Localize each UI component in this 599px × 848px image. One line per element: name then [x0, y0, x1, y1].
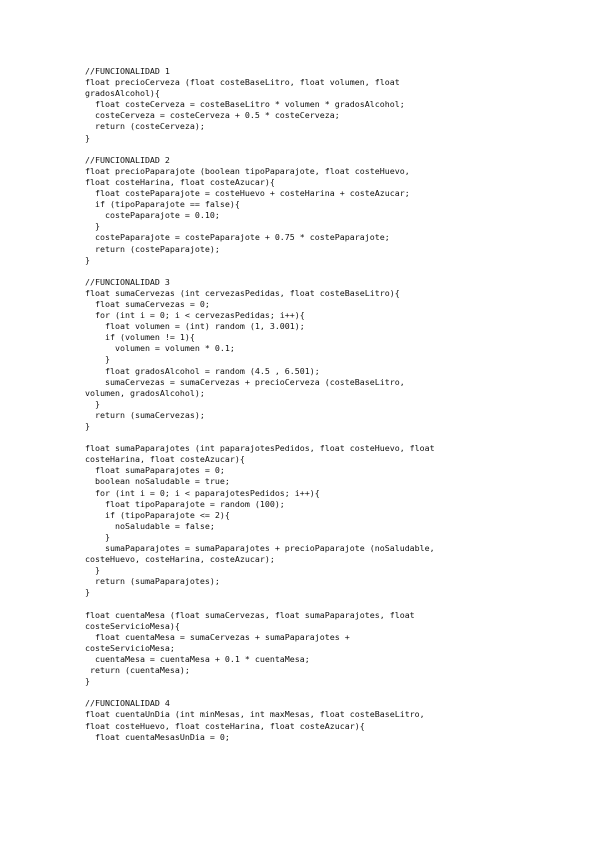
code-line: float precioPaparajote (boolean tipoPaparajote, float costeHuevo, — [85, 165, 410, 176]
code-line — [85, 144, 525, 155]
code-line: cuentaMesa = cuentaMesa + 0.1 * cuentaMesa; — [85, 653, 310, 664]
code-line: float sumaCervezas = 0; — [85, 298, 210, 309]
code-line: //FUNCIONALIDAD 4 — [85, 698, 170, 709]
code-line: float cuentaUnDia (int minMesas, int maxMesas, float costeBaseLitro, — [85, 709, 425, 720]
code-line: return (sumaCervezas); — [85, 409, 205, 420]
code-line — [85, 687, 525, 698]
code-line: boolean noSaludable = true; — [85, 476, 230, 487]
code-line: //FUNCIONALIDAD 3 — [85, 276, 170, 287]
code-line: } — [85, 398, 100, 409]
code-line: float costeHuevo, float costeHarina, float costeAzucar){ — [85, 720, 365, 731]
code-line — [85, 266, 525, 277]
code-line: costeCerveza = costeCerveza + 0.5 * costeCerveza; — [85, 110, 340, 121]
code-line: } — [85, 565, 100, 576]
code-line: float cuentaMesa (float sumaCervezas, float sumaPaparajotes, float — [85, 609, 415, 620]
code-line: for (int i = 0; i < paparajotesPedidos; i++){ — [85, 487, 320, 498]
code-line: noSaludable = false; — [85, 520, 215, 531]
code-line: } — [85, 531, 110, 542]
code-line: float tipoPaparajote = random (100); — [85, 498, 285, 509]
code-line: if (volumen != 1){ — [85, 332, 195, 343]
code-line: } — [85, 354, 110, 365]
code-line: if (tipoPaparajote == false){ — [85, 199, 240, 210]
code-line: float cuentaMesa = sumaCervezas + sumaPaparajotes + — [85, 631, 350, 642]
code-line: return (costeCerveza); — [85, 121, 205, 132]
code-line: } — [85, 676, 90, 687]
code-line: return (costePaparajote); — [85, 243, 220, 254]
code-line: sumaPaparajotes = sumaPaparajotes + precioPaparajote (noSaludable, — [85, 543, 435, 554]
code-line: volumen = volumen * 0.1; — [85, 343, 235, 354]
code-line: return (cuentaMesa); — [85, 665, 190, 676]
code-line: //FUNCIONALIDAD 2 — [85, 154, 170, 165]
code-line: volumen, gradosAlcohol); — [85, 387, 205, 398]
code-line: } — [85, 254, 90, 265]
code-line: return (sumaPaparajotes); — [85, 576, 220, 587]
code-listing — [85, 66, 525, 743]
code-line: gradosAlcohol){ — [85, 88, 160, 99]
code-line: costeServicioMesa; — [85, 642, 175, 653]
code-line: float cuentaMesasUnDia = 0; — [85, 731, 230, 742]
code-line: } — [85, 421, 90, 431]
code-line: float costePaparajote = costeHuevo + costeHarina + costeAzucar; — [85, 188, 410, 199]
code-line: costeHuevo, costeHarina, costeAzucar); — [85, 554, 275, 565]
code-line: float volumen = (int) random (1, 3.001); — [85, 321, 305, 332]
code-line: costeHarina, float costeAzucar){ — [85, 454, 245, 465]
code-line: float precioCerveza (float costeBaseLitro, float volumen, float — [85, 77, 400, 88]
code-line: float costeHarina, float costeAzucar){ — [85, 176, 275, 187]
code-line: for (int i = 0; i < cervezasPedidas; i++){ — [85, 310, 305, 321]
code-line: } — [85, 587, 90, 598]
code-line — [85, 432, 525, 443]
code-line: float sumaPaparajotes (int paparajotesPedidos, float costeHuevo, float — [85, 443, 435, 454]
code-line: float sumaPaparajotes = 0; — [85, 465, 225, 476]
code-line: float sumaCervezas (int cervezasPedidas, float costeBaseLitro){ — [85, 287, 400, 298]
code-line: if (tipoPaparajote <= 2){ — [85, 509, 230, 520]
code-line: costePaparajote = 0.10; — [85, 210, 220, 221]
code-line: float gradosAlcohol = random (4.5 , 6.501); — [85, 365, 320, 376]
code-line: costeServicioMesa){ — [85, 620, 180, 631]
code-line: //FUNCIONALIDAD 1 — [85, 66, 170, 76]
code-line: } — [85, 221, 100, 232]
code-line: float costeCerveza = costeBaseLitro * volumen * gradosAlcohol; — [85, 99, 405, 110]
code-line: } — [85, 132, 90, 143]
code-line — [85, 599, 525, 610]
code-line: sumaCervezas = sumaCervezas + precioCerveza (costeBaseLitro, — [85, 376, 405, 387]
code-line: costePaparajote = costePaparajote + 0.75 * costePaparajote; — [85, 232, 390, 243]
